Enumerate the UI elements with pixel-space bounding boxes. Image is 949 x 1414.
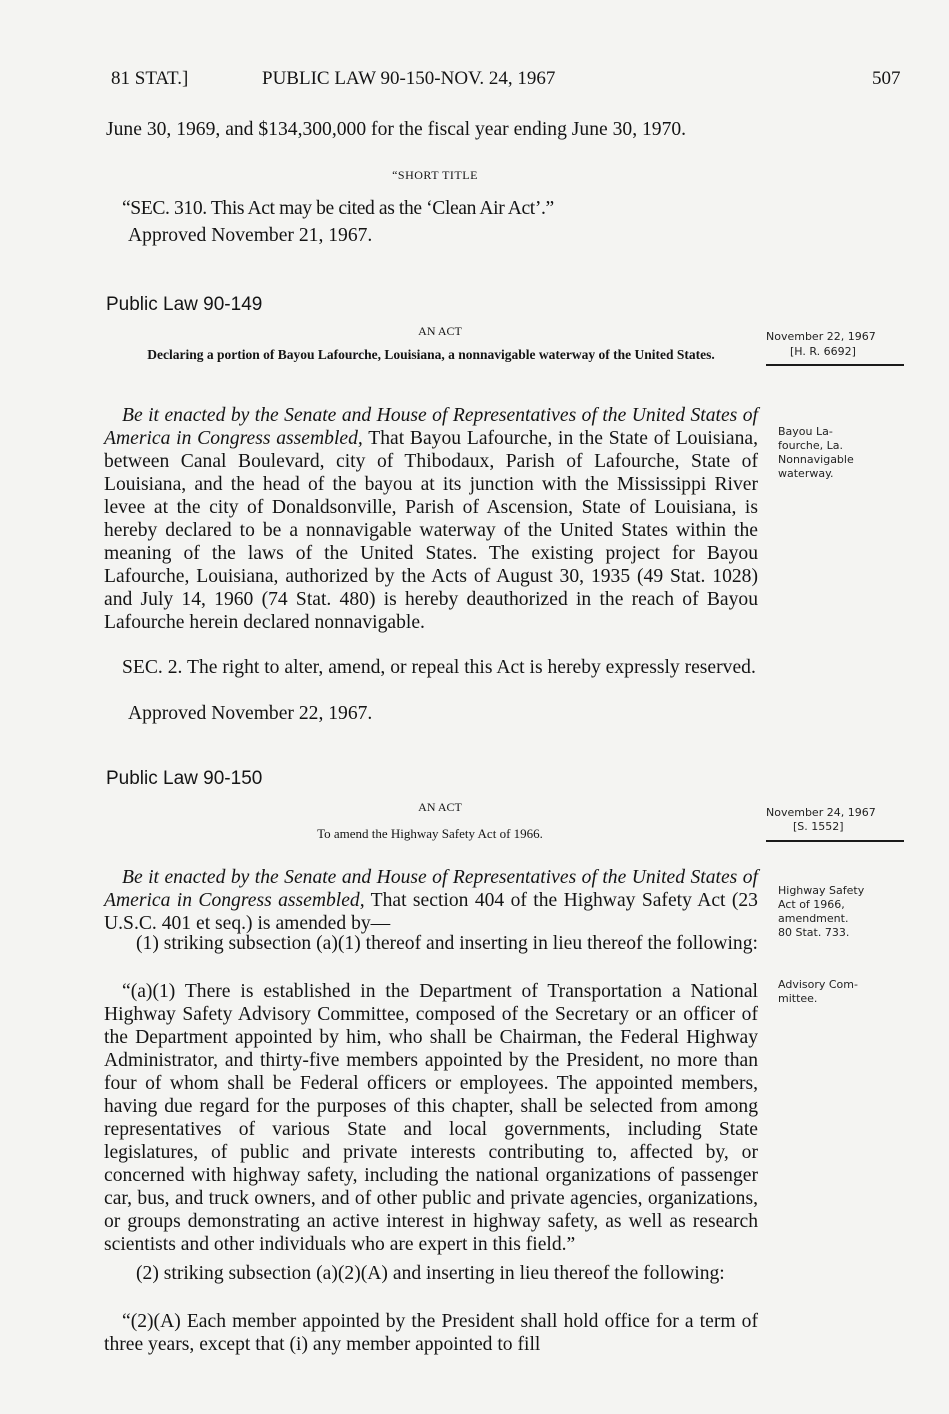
approved-nov-22: Approved November 22, 1967. (128, 703, 373, 724)
law-150-quote-a2: “(2)(A) Each member appointed by the President shall hold office for a term of three years, except that (i) any member appointed to fill (104, 1311, 758, 1355)
law-150-side-note-committee: Advisory Com- mittee. (778, 978, 858, 1005)
law-150-body-intro: That section 404 of the Highway Safety Act (23 U.S.C. 401 et seq.) is amended by— (104, 890, 758, 934)
law-149-body-text: That Bayou Lafourche, in the State of Louisiana, between Canal Boulevard, city of Thibodaux, Parish of Lafourche, State of Louisiana, and the head of the bayou at its junction with the Mississippi River levee at the city of Donaldsonville, Parish of Ascension, State of Louisiana, is hereby declared to be a nonnavigable waterway of the United States within the meaning of the laws of the United States. The existing project for Bayou Lafourche, Louisiana, authorized by the Acts of August 30, 1935 (49 Stat. 1028) and July 14, 1960 (74 Stat. 480) is hereby deauthorized in the reach of Bayou Lafourche herein declared nonnavigable. (104, 428, 758, 633)
law-150-purpose: To amend the Highway Safety Act of 1966. (317, 826, 543, 841)
law-149-title: Public Law 90-149 (106, 294, 263, 315)
law-150-title: Public Law 90-150 (106, 768, 263, 789)
short-title-heading: “SHORT TITLE (392, 168, 478, 182)
section-310: “SEC. 310. This Act may be cited as the ‘Clean Air Act’.” (122, 198, 554, 219)
approved-nov-21: Approved November 21, 1967. (128, 225, 373, 246)
law-149-margin-rule (766, 364, 904, 366)
page-number: 507 (872, 68, 901, 89)
law-150-enacting (104, 866, 758, 935)
header-title: PUBLIC LAW 90-150-NOV. 24, 1967 (262, 68, 556, 89)
law-149-side-note: Bayou La- fourche, La. Nonnavigable waterway. (778, 425, 854, 480)
law-150-quote-a1: “(a)(1) There is established in the Department of Transportation a National Highway Safety Advisory Committee, composed of the Secretary or an officer of the Department appointed by him, who shall be Chairman, the Federal Highway Administrator, and thirty-five members appointed by the President, no more than four of whom shall be Federal officers or employees. The appointed members, having due regard for the purposes of this chapter, shall be selected from among representatives of various State and local governments, including State legislatures, of public and private interests contributing to, affected by, or concerned with highway safety, including the national organizations of passenger car, bus, and truck owners, and of other public and private agencies, organizations, or groups demonstrating an active interest in highway safety, as well as research scientists and other individuals who are expert in this field.” (104, 981, 758, 1255)
header-volume: 81 STAT.] (111, 68, 189, 89)
law-149-purpose: Declaring a portion of Bayou Lafourche, Louisiana, a nonnavigable waterway of the United States. (147, 347, 715, 362)
law-149-an-act: AN ACT (418, 324, 462, 338)
enacting-clause-149: Be it enacted by the Senate and House of Representatives of the United States of America in Congress assembled, (104, 405, 758, 449)
law-149-margin-date: November 22, 1967 (766, 330, 876, 343)
law-150-side-note-amendment: Highway Safety Act of 1966, amendment. 80 Stat. 733. (778, 884, 865, 939)
law-150-item-2: (2) striking subsection (a)(2)(A) and inserting in lieu thereof the following: (136, 1263, 725, 1284)
law-150-margin-rule (766, 840, 904, 842)
law-149-body (104, 404, 758, 634)
law-150-margin-date: November 24, 1967 (766, 806, 876, 819)
law-150-an-act: AN ACT (418, 800, 462, 814)
law-150-margin-bill: [S. 1552] (793, 820, 844, 833)
law-150-item-1: (1) striking subsection (a)(1) thereof and inserting in lieu thereof the following: (136, 933, 758, 954)
enacting-clause-150: Be it enacted by the Senate and House of Representatives of the United States of America in Congress assembled, (104, 867, 758, 911)
continuation-text: June 30, 1969, and $134,300,000 for the fiscal year ending June 30, 1970. (106, 119, 687, 140)
law-149-sec-2: SEC. 2. The right to alter, amend, or repeal this Act is hereby expressly reserved. (122, 657, 756, 678)
law-149-margin-bill: [H. R. 6692] (790, 345, 856, 358)
